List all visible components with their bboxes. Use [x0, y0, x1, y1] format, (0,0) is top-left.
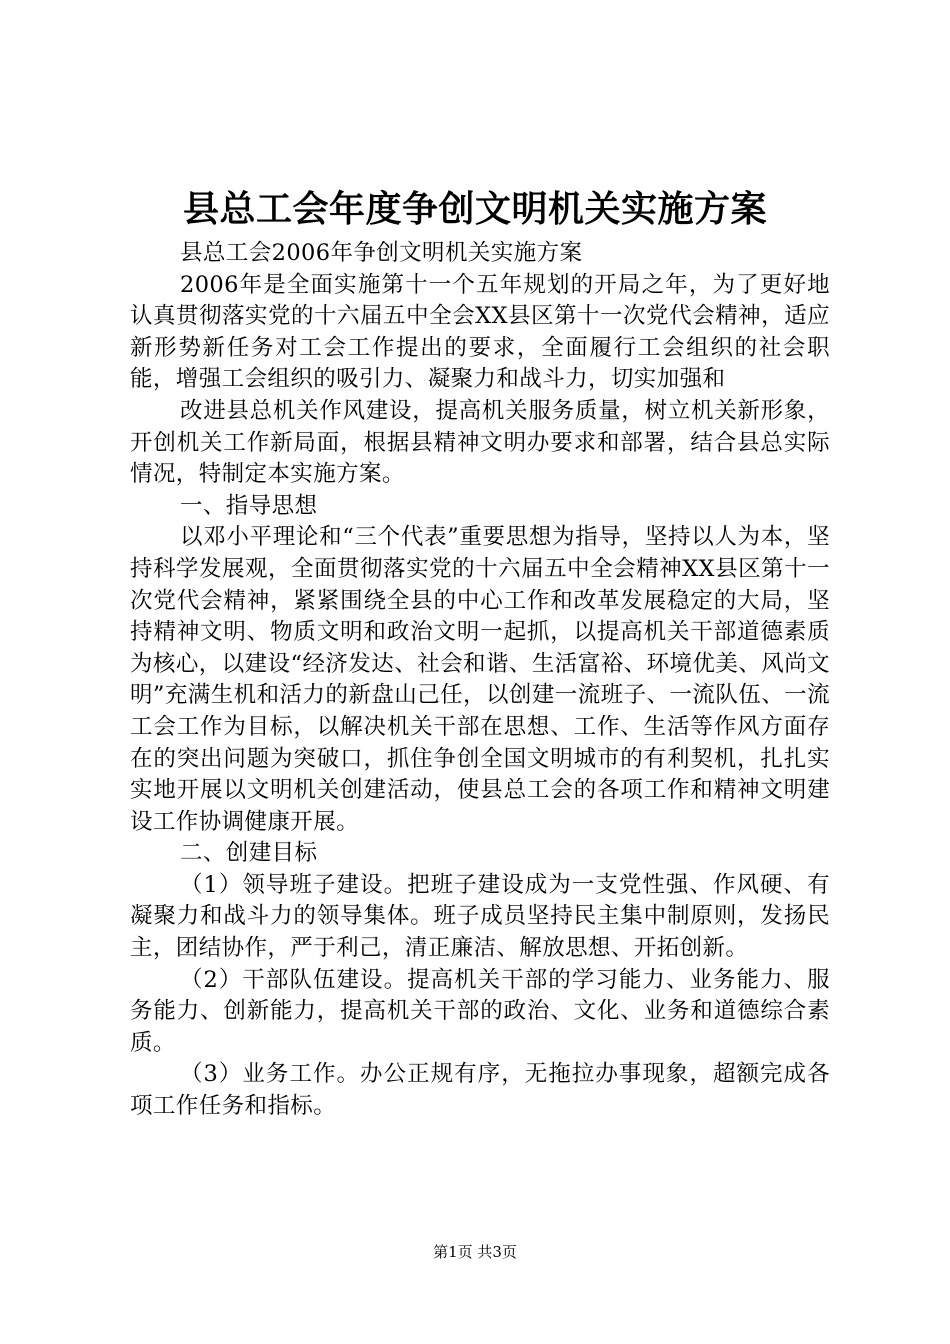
goal-item-business-work: （3）业务工作。办公正规有序，无拖拉办事现象，超额完成各项工作任务和指标。 — [130, 1061, 830, 1120]
page-number-footer: 第1页 共3页 — [433, 1243, 517, 1261]
subtitle-paragraph: 县总工会2006年争创文明机关实施方案 — [180, 240, 583, 266]
intro-paragraph: 2006年是全面实施第十一个五年规划的开局之年，为了更好地认真贯彻落实党的十六届五中全会XX县区第十一次党代会精神，适应新形势新任务对工会工作提出的要求，全面履行工会组织的社会职能，增强工会组织的吸引力、凝聚力和战斗力，切实加强和 — [130, 271, 830, 393]
guiding-thought-paragraph: 以邓小平理论和“三个代表”重要思想为指导，坚持以人为本，坚持科学发展观，全面贯彻落实党的十六届五中全会精神XX县区第十一次党代会精神，紧紧围绕全县的中心工作和改革发展稳定的大局，坚持精神文明、物质文明和政治文明一起抓，以提高机关干部道德素质为核心，以建设“经济发达、社会和谐、生活富裕、环境优美、风尚文明”充满生机和活力的新盘山己任，以创建一流班子、一流队伍、一流工会工作为目标，以解决机关干部在思想、工作、生活等作风方面存在的突出问题为突破口，抓住争创全国文明城市的有利契机，扎扎实实地开展以文明机关创建活动，使县总工会的各项工作和精神文明建设工作协调健康开展。 — [130, 524, 830, 835]
intro-continuation-paragraph: 改进县总机关作风建设，提高机关服务质量，树立机关新形象，开创机关工作新局面，根据县精神文明办要求和部署，结合县总实际情况，特制定本实施方案。 — [130, 397, 830, 488]
document-body — [130, 238, 830, 1123]
section-heading-goals: 二、创建目标 — [180, 840, 318, 867]
goal-item-cadre-team: （2）干部队伍建设。提高机关干部的学习能力、业务能力、服务能力、创新能力，提高机关干部的政治、文化、业务和道德综合素质。 — [130, 966, 830, 1056]
document-title: 县总工会年度争创文明机关实施方案 — [182, 188, 767, 230]
goal-item-leadership: （1）领导班子建设。把班子建设成为一支党性强、作风硬、有凝聚力和战斗力的领导集体。班子成员坚持民主集中制原则，发扬民主，团结协作，严于利己，清正廉洁、解放思想、开拓创新。 — [130, 871, 830, 962]
section-heading-guiding-thought: 一、指导思想 — [180, 492, 318, 519]
